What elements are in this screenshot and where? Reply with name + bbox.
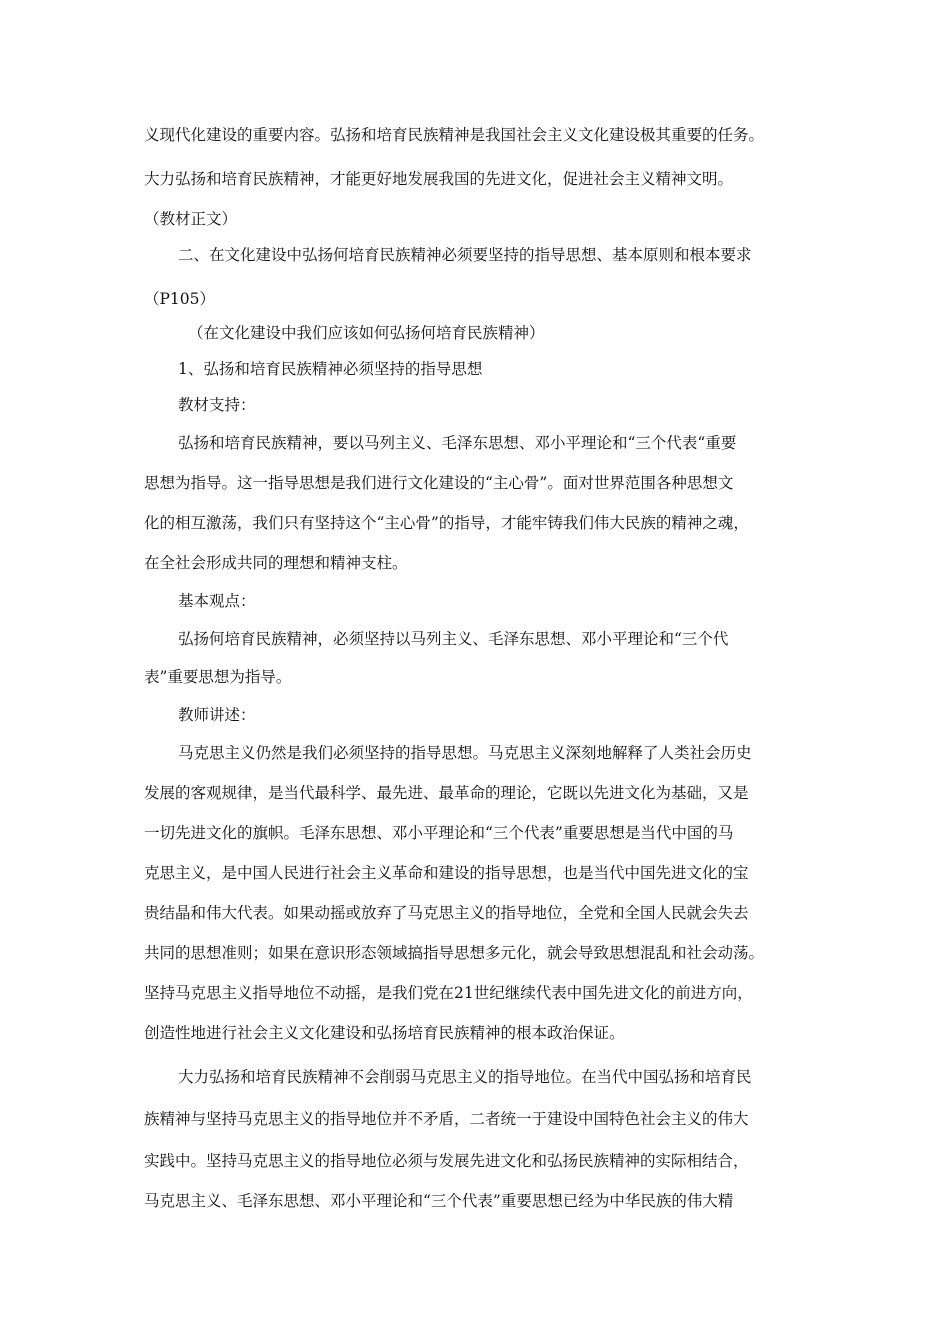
text-line: 一切先进文化的旗帜。毛泽东思想、邓小平理论和“三个代表”重要思想是当代中国的马 — [144, 824, 734, 842]
text-line: 发展的客观规律，是当代最科学、最先进、最革命的理论，它既以先进文化为基础，又是 — [144, 784, 749, 802]
text-line: 创造性地进行社会主义文化建设和弘扬培育民族精神的根本政治保证。 — [144, 1024, 625, 1042]
text-line: 贵结晶和伟大代表。如果动摇或放弃了马克思主义的指导地位，全党和全国人民就会失去 — [144, 904, 749, 922]
text-line: 表”重要思想为指导。 — [144, 668, 292, 686]
text-line: 弘扬和培育民族精神，要以马列主义、毛泽东思想、邓小平理论和“三个代表“重要 — [178, 434, 737, 452]
label-text: 教材支持： — [178, 396, 256, 414]
label-text: 基本观点： — [178, 592, 256, 610]
text-line: 坚持马克思主义指导地位不动摇，是我们党在21世纪继续代表中国先进文化的前进方向， — [144, 984, 753, 1002]
text-line: 克思主义，是中国人民进行社会主义革命和建设的指导思想，也是当代中国先进文化的宝 — [144, 864, 749, 882]
text-line: 共同的思想准则；如果在意识形态领域搞指导思想多元化，就会导致思想混乱和社会动荡。 — [144, 944, 765, 962]
label-text: 教师讲述： — [178, 706, 256, 724]
text-line: 化的相互激荡，我们只有坚持这个“主心骨”的指导，才能牢铸我们伟大民族的精神之魂， — [144, 514, 749, 532]
text-line: （P105） — [144, 290, 216, 308]
text-line: 实践中。坚持马克思主义的指导地位必须与发展先进文化和弘扬民族精神的实际相结合， — [144, 1152, 749, 1170]
text-line: 思想为指导。这一指导思想是我们进行文化建设的“主心骨”。面对世界范围各种思想文 — [144, 474, 734, 492]
text-line: 马克思主义仍然是我们必须坚持的指导思想。马克思主义深刻地解释了人类社会历史 — [178, 744, 752, 762]
text-line: 马克思主义、毛泽东思想、邓小平理论和“三个代表”重要思想已经为中华民族的伟大精 — [144, 1192, 734, 1210]
text-line: 大力弘扬和培育民族精神，才能更好地发展我国的先进文化，促进社会主义精神文明。 — [144, 170, 734, 188]
section-heading: 二、在文化建设中弘扬何培育民族精神必须要坚持的指导思想、基本原则和根本要求 — [178, 246, 752, 264]
subsection-heading: 1、弘扬和培育民族精神必须坚持的指导思想 — [178, 360, 483, 378]
text-line: 大力弘扬和培育民族精神不会削弱马克思主义的指导地位。在当代中国弘扬和培育民 — [178, 1068, 752, 1086]
text-line: （在文化建设中我们应该如何弘扬何培育民族精神） — [188, 324, 545, 342]
text-line: 弘扬何培育民族精神，必须坚持以马列主义、毛泽东思想、邓小平理论和“三个代 — [178, 630, 729, 648]
text-line: 在全社会形成共同的理想和精神支柱。 — [144, 554, 408, 572]
text-line: 义现代化建设的重要内容。弘扬和培育民族精神是我国社会主义文化建设极其重要的任务。 — [144, 126, 765, 144]
text-line: （教材正文） — [144, 210, 238, 228]
text-line: 族精神与坚持马克思主义的指导地位并不矛盾，二者统一于建设中国特色社会主义的伟大 — [144, 1110, 749, 1128]
